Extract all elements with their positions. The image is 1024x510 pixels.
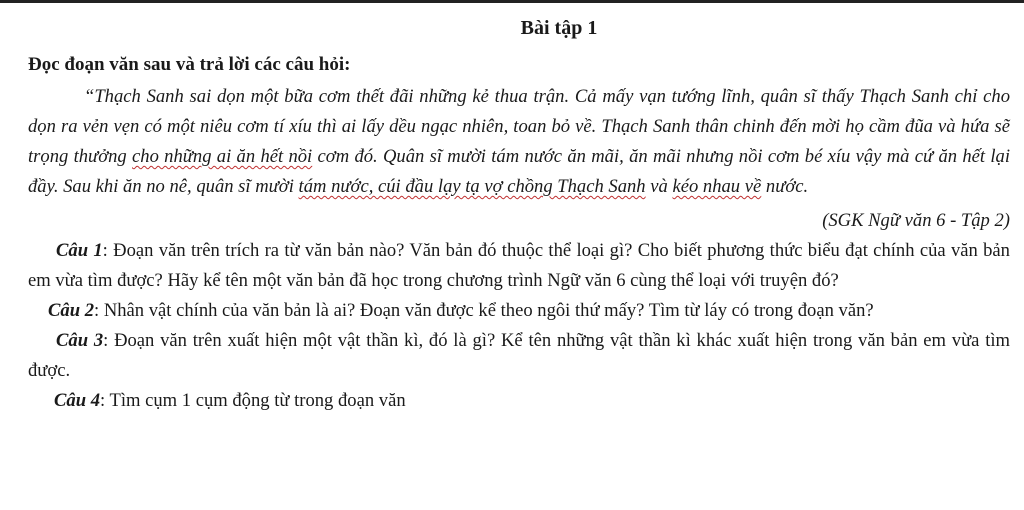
question-text: : Nhân vật chính của văn bản là ai? Đoạn văn được kể theo ngôi thứ mấy? Tìm từ láy có trong đoạn văn? (94, 300, 874, 321)
question-2 (28, 296, 1010, 326)
question-text: : Đoạn văn trên xuất hiện một vật thần kì, đó là gì? Kể tên những vật thần kì khác xuất hiện trong văn bản em vừa tìm được. (28, 330, 1010, 381)
question-label: Câu 3 (56, 330, 104, 351)
question-label: Câu 2 (48, 300, 94, 321)
passage-paragraph (28, 82, 1010, 202)
passage-underlined-3: kéo nhau về (672, 176, 762, 197)
passage-text-1: “Thạch Sanh sai dọn một bữa cơm thết đãi những kẻ thua trận. Cả mấy vạn tướng lĩnh, quân sĩ thấy Thạch Sanh chỉ cho dọn ra vẻn vẹn có một niêu cơm tí xíu thì ai lấy dều ngạc nhiên, toan bỏ về. Thạch Sanh thân chinh đến mời họ cầm đũa và hứa sẽ trọng thưởng (28, 86, 1010, 167)
passage-underlined-2: tám nước, cúi đầu lạy tạ vợ chồng Thạch Sanh (298, 176, 646, 197)
question-4 (28, 386, 1010, 416)
exercise-title: Bài tập 1 (520, 17, 598, 39)
passage-text-3: và (645, 176, 673, 197)
passage-text-4: nước. (761, 176, 809, 197)
passage-text-2: cơm đó. Quân sĩ mười tám nước ăn mãi, ăn mãi nhưng nồi cơm bé xíu vậy mà cứ ăn hết lại đầy. Sau khi ăn no nê, quân sĩ mười (28, 146, 1010, 197)
question-3 (28, 326, 1010, 386)
question-label: Câu 1 (56, 240, 103, 261)
question-text: : Tìm cụm 1 cụm động từ trong đoạn văn (100, 390, 406, 411)
instruction-text: Đọc đoạn văn sau và trả lời các câu hỏi: (28, 54, 351, 75)
question-text: : Đoạn văn trên trích ra từ văn bản nào? Văn bản đó thuộc thể loại gì? Cho biết phương thức biểu đạt chính của văn bản em vừa tìm được? Hãy kể tên một văn bản đã học trong chương trình Ngữ văn 6 cùng thể loại với truyện đó? (28, 240, 1010, 291)
source-citation: (SGK Ngữ văn 6 - Tập 2) (822, 210, 1010, 231)
passage-underlined-1: cho những ai ăn hết nồi (132, 146, 313, 167)
question-1 (28, 236, 1010, 296)
question-label: Câu 4 (54, 390, 100, 411)
